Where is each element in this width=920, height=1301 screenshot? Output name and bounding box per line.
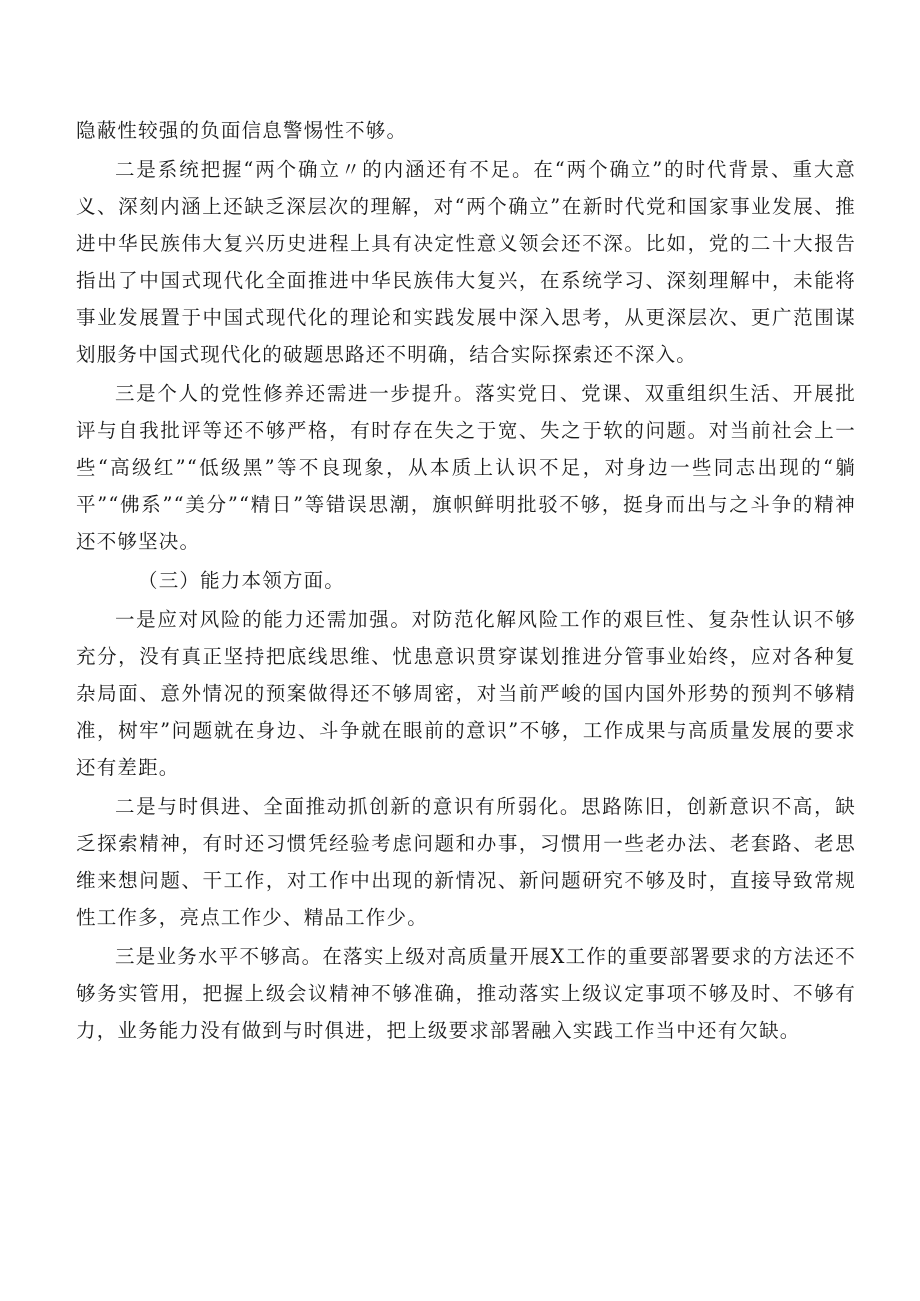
document-page <box>76 112 856 1051</box>
paragraph-business-level: 三是业务水平不够高。在落实上级对高质量开展X工作的重要部署要求的方法还不够务实管用，把握上级会议精神不够准确，推动落实上级议定事项不够及时、不够有力，业务能力没有做到与时俱进，把上级要求部署融入实践工作当中还有欠缺。 <box>76 945 856 1042</box>
paragraph-risk-response: 一是应对风险的能力还需加强。对防范化解风险工作的艰巨性、复杂性认识不够充分，没有真正坚持把底线思维、忧患意识贯穿谋划推进分管事业始终，应对各种复杂局面、意外情况的预案做得还不够周密，对当前严峻的国内国外形势的预判不够精准，树牢”问题就在身边、斗争就在眼前的意识”不够，工作成果与高质量发展的要求还有差距。 <box>76 608 856 779</box>
paragraph-party-spirit: 三是个人的党性修养还需进一步提升。落实党日、党课、双重组织生活、开展批评与自我批评等还不够严格，有时存在失之于宽、失之于软的问题。对当前社会上一些“高级红”“低级黑”等不良现象，从本质上认识不足，对身边一些同志出现的“躺平”“佛系”“美分”“精日”等错误思潮，旗帜鲜明批驳不够，挺身而出与之斗争的精神还不够坚决。 <box>76 382 856 553</box>
paragraph-two-establishments: 二是系统把握“两个确立〃的内涵还有不足。在“两个确立”的时代背景、重大意义、深刻内涵上还缺乏深层次的理解，对“两个确立”在新时代党和国家事业发展、推进中华民族伟大复兴历史进程上具有决定性意义领会还不深。比如，党的二十大报告指出了中国式现代化全面推进中华民族伟大复兴，在系统学习、深刻理解中，未能将事业发展置于中国式现代化的理论和实践发展中深入思考，从更深层次、更广范围谋划服务中国式现代化的破题思路还不明确，结合实际探索还不深入。 <box>76 158 856 366</box>
paragraph-innovation: 二是与时俱进、全面推动抓创新的意识有所弱化。思路陈旧，创新意识不高，缺乏探索精神，有时还习惯凭经验考虑问题和办事，习惯用一些老办法、老套路、老思维来想问题、干工作，对工作中出现的新情况、新问题研究不够及时，直接导致常规性工作多，亮点工作少、精品工作少。 <box>76 795 856 929</box>
section-heading-ability: （三）能力本领方面。 <box>138 569 346 592</box>
paragraph-continuation: 隐蔽性较强的负面信息警惕性不够。 <box>76 119 408 142</box>
